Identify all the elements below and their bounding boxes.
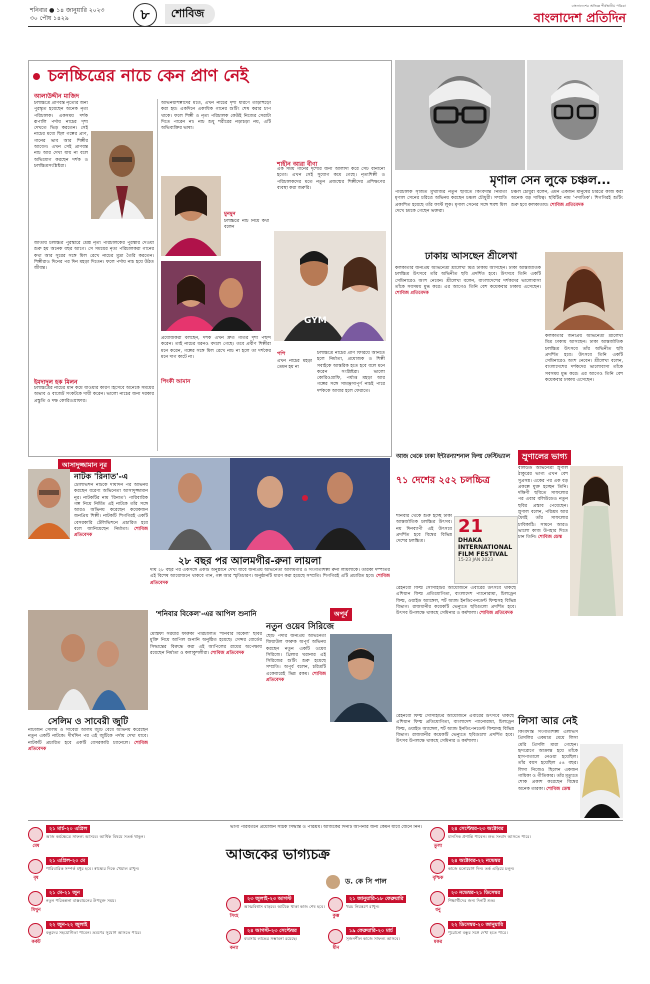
- apon-text: মোস্তফা সরয়ার ফারুকী পরিচালিত 'শনিবার বিকেল' ছবির মুক্তি নিয়ে আপিল শুনানি অনুষ্ঠিত হয়েছে। সেন্সর বোর্ডের সিদ্ধান্তের বিরুদ্ধে করা এই আপিলের রায়ের অপেক্ষায় রয়েছেন নির্মাতা ও কলাকুশলীরা। শোবিজ প্রতিবেদক: [150, 632, 262, 656]
- lead-subhead2: শাহীন আরা বীণা: [277, 161, 318, 168]
- zodiac-name: মেষ: [32, 844, 40, 849]
- zodiac-sign-icon: [28, 827, 43, 842]
- caption-name: পপি: [277, 351, 286, 357]
- lisa-story: [518, 714, 623, 819]
- header-rule: [28, 26, 622, 27]
- zodiac-item: [430, 889, 623, 919]
- zodiac-item: [430, 825, 623, 855]
- zodiac-item: [328, 895, 426, 925]
- zodiac-text: আত্মবিশ্বাস বাড়বে। আটকে থাকা কাজ শেষ হবে।: [244, 904, 325, 909]
- zodiac-dates: ২১ জানুয়ারি-১৮ ফেব্রুয়ারি: [346, 895, 406, 903]
- date-line: [30, 7, 104, 23]
- zodiac-dates: ২৪ অক্টোবর-২২ নভেম্বর: [448, 857, 503, 865]
- zodiac-sign-icon: [430, 923, 445, 938]
- apurbo-story: [266, 608, 392, 816]
- lead-headline-text: চলচ্চিত্রের নাচে কেন প্রাণ নেই: [48, 66, 249, 85]
- lisa-text: কিংবদন্তি সংগীতশিল্পী এলভিস প্রিসলির একমাত্র মেয়ে লিসা মেরি প্রিসলি মারা গেছেন। হৃদরোগে আক্রান্ত হয়ে তাঁকে হাসপাতালে নেওয়া হয়েছিল। তাঁর বয়স হয়েছিল ৫৪ বছর। লিসা নিজেও ছিলেন একজন গায়িকা ও গীতিকার। তাঁর মৃত্যুতে শোক প্রকাশ করেছেন বিশ্বের অনেক তারকা। শোবিজ ডেস্ক: [518, 730, 578, 792]
- lead-col3-top: এক সময় গানের দৃশ্যের জন্য আলাদা করে সেট বানানো হতো। এখন সেই সুযোগ কমে গেছে। নৃত্যশিল্পী ও পরিচালকদের মতে নতুন প্রজন্মের শিল্পীদের প্রশিক্ষণের ব্যবস্থা করা জরুরি।: [277, 167, 385, 191]
- lead-col1-mid: জাতীয় চলচ্চিত্র পুরস্কারে শ্রেষ্ঠ নৃত্য পরিচালকের পুরস্কার দেওয়া শুরু হয় অনেক বছর আগে। সে সময়ের নৃত্য পরিচালকরা গানের কথা আর সুরের সঙ্গে মিল রেখে নাচের মুদ্রা তৈরি করতেন। শিল্পীরাও দিনের পর দিন মহড়া দিতেন। ফলে পর্দায় নাচ হয়ে উঠত জীবন্ত।: [34, 241, 154, 272]
- zodiac-name: মিথুন: [31, 908, 41, 913]
- mrinal-story: [395, 60, 623, 250]
- sreelekha-text-cont: কলকাতার জনপ্রিয় অভিনেত্রী শ্রীলেখা মিত্র ঢাকায় আসছেন। ঢাকা আন্তর্জাতিক চলচ্চিত্র উৎসবে তাঁর অভিনীত ছবি প্রদর্শিত হবে। উৎসবে তিনি একটি সেমিনারেও অংশ নেবেন। শ্রীলেখা বলেন, বাংলাদেশের দর্শকদের ভালোবাসা তাঁকে সবসময় মুগ্ধ করে। এর আগেও তিনি বেশ কয়েকবার ঢাকায় এসেছেন।: [545, 334, 623, 384]
- lead-byline: আলাউদ্দীন মাজিদ: [34, 93, 80, 100]
- zodiac-text: কাজে মনোযোগ দিন। তর্ক এড়িয়ে চলুন।: [448, 866, 515, 871]
- lead-col1-bottom: চলচ্চিত্রের নাচের মান কমে যাওয়ার কারণ হিসেবে অনেকে সময়ের অভাব ও বাজেট সংকটকে দায়ী করেন। ভালো নাচের জন্য দরকার প্রস্তুতি ও দক্ষ কোরিওগ্রাফার।: [34, 386, 154, 404]
- zodiac-sign-icon: [28, 923, 43, 938]
- photo-selim-saberi: [28, 610, 148, 710]
- zodiac-dates: ২১ মার্চ-২০ এপ্রিল: [46, 825, 90, 833]
- zodiac-name: বৃশ্চিক: [432, 876, 444, 881]
- photo-munmun: [161, 176, 221, 256]
- zodiac-item: [28, 825, 222, 855]
- mrinal-col1: পরিচালক সৃজিত মুখার্জির নতুন ছবিতে কিংবদন্তি নির্মাতা মৃণাল সেনের চরিত্রে অভিনয় করছেন চঞ্চল চৌধুরী। সম্প্রতি প্রকাশিত হয়েছে তাঁর ফার্স্ট লুক। মৃণাল সেনের সঙ্গে হুবহু মিল দেখে চমকে গেছেন ভক্তরা।: [395, 190, 507, 214]
- zodiac-dates: ২১ এপ্রিল-২০ মে: [46, 857, 88, 865]
- zodiac-dates: ২৪ সেপ্টেম্বর-২৩ অক্টোবর: [448, 825, 507, 833]
- apurbo-text: ছোট পর্দার জনপ্রিয় অভিনেতা জিয়াউল ফারুক অপূর্ব অভিনয় করছেন নতুন একটি ওয়েব সিরিজে। থ্রিলার ঘরানার এই সিরিজের শুটিং শুরু হয়েছে সম্প্রতি। অপূর্ব বলেন, চরিত্রটি একেবারেই ভিন্ন রকম। শোবিজ প্রতিবেদক: [266, 634, 326, 684]
- zodiac-item: [430, 857, 623, 887]
- zodiac-name: বৃষ: [33, 876, 39, 881]
- apon-headline: 'শনিবার বিকেল'-এর আপিল শুনানি: [155, 610, 257, 618]
- zodiac-sign-icon: [226, 929, 241, 944]
- sreelekha-story: [395, 250, 623, 445]
- zodiac-name: তুলা: [433, 844, 443, 849]
- poster-title: DHAKA INTERNATIONAL FILM FESTIVAL: [458, 537, 513, 558]
- photo-actor-gym: [274, 231, 386, 341]
- headline-bullet-icon: [33, 73, 40, 80]
- zodiac-dates: ২৩ নভেম্বর-২১ ডিসেম্বর: [448, 889, 503, 897]
- zodiac-dates: ২২ জুন-২২ জুলাই: [46, 921, 90, 929]
- natok-text: টেলিভিশন নাটকে দীর্ঘদিন পর অভিনয় করছেন বরেণ্য অভিনেতা আসাদুজ্জামান নূর। নাটকটির নাম 'রিনাত'। পারিবারিক গল্প নিয়ে নির্মিত এই নাটকে তাঁর সঙ্গে আরও অভিনয় করেছেন কয়েকজন জনপ্রিয় শিল্পী। নাটকটি শিগগিরই একটি বেসরকারি টেলিভিশনে প্রচারিত হবে বলে জানিয়েছেন নির্মাতা। শোবিজ প্রতিবেদক: [74, 483, 148, 539]
- mrinal-headline: মৃণাল সেন লুকে চঞ্চল...: [490, 173, 611, 187]
- caption-name: মুনমুন: [224, 211, 236, 217]
- zodiac-sign-icon: [28, 891, 43, 906]
- zodiac-item: [430, 921, 623, 951]
- photo-sreelekha: [545, 252, 623, 330]
- mrunal-story: [518, 450, 623, 712]
- natok-headline: নাটক 'রিনাত'-এ: [74, 472, 128, 481]
- laila-headline: ২৮ বছর পর আলমগীর-রুনা লায়লা: [178, 556, 322, 567]
- zodiac-item: [226, 927, 326, 957]
- horoscope-section: [28, 820, 623, 979]
- zodiac-sign-icon: [430, 827, 445, 842]
- zodiac-dates: ২১ মে-২১ জুন: [46, 889, 83, 897]
- photo-dancer-collage: [161, 261, 261, 331]
- zodiac-name: সিংহ: [229, 914, 239, 919]
- apurbo-headline: নতুন ওয়েব সিরিজে: [266, 622, 335, 632]
- zodiac-text: বন্ধুদের সহযোগিতা পাবেন। ভ্রমণের সুযোগ আসতে পারে।: [46, 930, 142, 935]
- zodiac-text: মানসিক প্রশান্তি পাবেন। শুভ সংবাদ আসতে পারে।: [448, 834, 531, 839]
- zodiac-text: নতুন পরিকল্পনা বাস্তবায়নের উপযুক্ত সময়।: [46, 898, 117, 903]
- zodiac-text: পুরোনো বন্ধুর সঙ্গে দেখা হতে পারে।: [448, 930, 508, 935]
- svg-text:GYM: GYM: [304, 316, 327, 326]
- lead-subhead3: পিংকী আমান: [161, 379, 191, 385]
- sreelekha-text: কলকাতার জনপ্রিয় অভিনেত্রী শ্রীলেখা মিত্র ঢাকায় আসছেন। ঢাকা আন্তর্জাতিক চলচ্চিত্র উৎসবে তাঁর অভিনীত ছবি প্রদর্শিত হবে। উৎসবে তিনি একটি সেমিনারেও অংশ নেবেন। শ্রীলেখা বলেন, বাংলাদেশের দর্শকদের ভালোবাসা তাঁকে সবসময় মুগ্ধ করে। এর আগেও তিনি বেশ কয়েকবার ঢাকায় এসেছেন। শোবিজ প্রতিবেদক: [395, 266, 541, 297]
- lead-col3-bottom: চলচ্চিত্রে নাচের প্রাণ ফিরিয়ে আনতে হলে নির্মাতা, প্রযোজক ও শিল্পী সবাইকে আন্তরিক হতে হবে বলে মনে করেন সংশ্লিষ্টরা। ভালো কোরিওগ্রাফি, পর্যাপ্ত মহড়া আর গল্পের সঙ্গে সামঞ্জস্যপূর্ণ নাচই পারে দর্শককে আবার হলে ফেরাতে।: [317, 351, 385, 394]
- horoscope-title: আজকের ভাগ্যচক্র: [226, 847, 330, 863]
- caption-popi: [277, 351, 312, 372]
- zodiac-sign-icon: [430, 891, 445, 906]
- zodiac-text: খরচ নিয়ন্ত্রণে রাখুন।: [346, 904, 380, 909]
- festival-text1: শনিবার থেকে শুরু হচ্ছে ঢাকা আন্তর্জাতিক চলচ্চিত্র উৎসব। নয় দিনব্যাপী এই উৎসবে প্রদর্শিত হবে বিশ্বের বিভিন্ন দেশের চলচ্চিত্র।: [396, 514, 452, 545]
- zodiac-text: ব্যবসায় লাভের সম্ভাবনা রয়েছে।: [244, 936, 298, 941]
- festival-headline-small: আজ থেকে ঢাকা ইন্টারন্যাশনাল ফিল্ম ফেস্টিভ্যাল: [396, 454, 510, 460]
- selim-text: নাট্যজন সেলিম ও সাবেরী আলম জুটি বেঁধে অভিনয় করেছেন নতুন একটি নাটকে। দীর্ঘদিন পর এই জুটিকে পর্দায় দেখা যাবে। নাটকটি প্রচারিত হবে একটি বেসরকারি চ্যানেলে। শোবিজ প্রতিবেদক: [28, 728, 148, 752]
- zodiac-name: কর্কট: [31, 940, 41, 945]
- photo-asaduzzaman-noor: [28, 469, 70, 539]
- zodiac-sign-icon: [430, 859, 445, 874]
- zodiac-item: [28, 889, 222, 919]
- caption-munmun: [224, 211, 269, 232]
- zodiac-sign-icon: [328, 897, 343, 912]
- zodiac-name: কুম্ভ: [332, 914, 340, 919]
- sreelekha-headline: ঢাকায় আসছেন শ্রীলেখা: [425, 251, 518, 262]
- photo-mrinal-sen: [395, 60, 525, 170]
- festival-text2: রেইনবো ফিল্ম সোসাইটির আয়োজনে এবারের উৎসবে থাকছে এশিয়ান ফিল্ম প্রতিযোগিতা, বাংলাদেশ প্যানোরামা, চিলড্রেন ফিল্ম, ওয়াইড অ্যাঙ্গেল, শর্ট অ্যান্ড ইনডিপেনডেন্ট ফিল্মসহ বিভিন্ন বিভাগ। রাজধানীর কয়েকটি ভেন্যুতে ছবিগুলো প্রদর্শিত হবে। উৎসব উপলক্ষে থাকছে সেমিনার ও কর্মশালা। শোবিজ প্রতিবেদক: [396, 586, 516, 617]
- lead-headline: [33, 63, 387, 89]
- horoscope-title-box: [226, 825, 426, 891]
- zodiac-item: [28, 857, 222, 887]
- zodiac-name: কন্যা: [229, 946, 239, 951]
- masthead-logo: বাংলাদেশ প্রতিদিন: [533, 10, 626, 25]
- mrinal-col2: চঞ্চল চৌধুরী বলেন, এমন একজন মানুষের চরিত্রে কাজ করা অনেক বড় দায়িত্ব। ছবিটির নাম 'পদাতিক'। শিগগিরই শুটিং শুরু হবে কলকাতায়। শোবিজ প্রতিবেদক: [511, 190, 623, 208]
- apurbo-label: অপূর্ব: [330, 608, 352, 621]
- date-gregorian: শনিবার ● ১৪ জানুয়ারি ২০২৩: [30, 7, 105, 14]
- photo-mrunal: [570, 466, 623, 616]
- caption-quote: এখন নাচের মহড়া তেমন হয় না: [277, 359, 312, 371]
- zodiac-text: আজ কর্মক্ষেত্রে সাফল্য আসবে। আর্থিক বিষয়ে সতর্ক থাকুন।: [46, 834, 145, 839]
- mrunal-text: বলিউড অভিনেত্রী ম্রুণাল ঠাকুরের ভাগ্য এখন বেশ সুপ্রসন্ন। একের পর এক বড় প্রকল্পে যুক্ত হচ্ছেন তিনি। দক্ষিণী ছবিতে সাফল্যের পর এবার বলিউডেও নতুন ছবির প্রস্তাব পেয়েছেন। ম্রুণাল বলেন, পরিশ্রম আর ধৈর্যই তাঁর সাফল্যের চাবিকাঠি। সামনে আরও ভালো কাজ উপহার দিতে চান তিনি। শোবিজ ডেস্ক: [518, 466, 568, 541]
- zodiac-name: মকর: [433, 940, 443, 945]
- zodiac-name: মীন: [332, 946, 340, 951]
- selim-headline: সেলিম ও সাবেরী জুটি: [47, 717, 129, 727]
- zodiac-item: [328, 927, 426, 957]
- poster-dates: 15-23 JAN 2023: [458, 558, 494, 563]
- horoscope-intro: ভাগ্য পরিবর্তনে প্রয়োজন সঠিক সিদ্ধান্ত ও পরিশ্রম। আজকের দিনটি আপনার জন্য কেমন যাবে জেনে নিন।: [230, 825, 422, 830]
- lead-col2-bottom: প্রযোজকরা বলছেন, দর্শক এখন দ্রুত গতির দৃশ্য পছন্দ করেন। তাই নাচের ধরনও বদলে গেছে। তবে প্রবীণ শিল্পীরা মনে করেন, গল্পের সঙ্গে মিল রেখে নাচ না হলে তা দর্শকের মনে দাগ কাটে না।: [161, 336, 271, 360]
- author-name: ড. কে সি পাল: [345, 877, 387, 886]
- photo-alamgir-runa: [150, 458, 390, 550]
- zodiac-dates: ২২ ডিসেম্বর-২০ জানুয়ারি: [448, 921, 506, 929]
- zodiac-dates: ১৯ ফেব্রুয়ারি-২০ মার্চ: [346, 927, 396, 935]
- festival-headline-big: ৭১ দেশের ২৫২ চলচ্চিত্র: [396, 475, 490, 486]
- photo-chanchal-look: [527, 60, 623, 170]
- caption-quote: চলচ্চিত্রে নাচ নিয়ে কথা বলেন: [224, 219, 269, 231]
- zodiac-item: [28, 921, 222, 951]
- masthead: [480, 3, 626, 26]
- lead-subhead1: ইমদাদুল হক মিলন: [34, 379, 78, 386]
- zodiac-text: পারিবারিক সম্পর্ক মধুর হবে। স্বাস্থ্যের দিকে খেয়াল রাখুন।: [46, 866, 140, 871]
- zodiac-sign-icon: [328, 929, 343, 944]
- section-name: শোবিজ: [171, 7, 205, 20]
- lisa-headline: লিসা আর নেই: [518, 716, 578, 727]
- photo-apurbo: [330, 634, 392, 722]
- apon-story: [150, 610, 262, 815]
- col-divider: [157, 99, 158, 451]
- horoscope-author: [326, 871, 426, 890]
- zodiac-item: [226, 895, 326, 925]
- poster-number: 21: [458, 516, 484, 537]
- lead-col1-top: চলচ্চিত্রে প্রাণবন্ত নৃত্যের জন্য পুরস্কৃত হয়েছেন অনেক নৃত্য পরিচালক। একসময় দর্শক রূপালি পর্দায় নাচের দৃশ্য দেখতে ভিড় করতেন। সেই নাচের মধ্যে ছিল গল্পের প্রাণ, গানের ভাব আর শিল্পীর আবেগ। এখন সেই প্রাণবন্ত নাচ আর দেখা যায় না বলে অভিযোগ করছেন দর্শক ও চলচ্চিত্রসংশ্লিষ্টরা।: [34, 101, 88, 169]
- zodiac-sign-icon: [28, 859, 43, 874]
- zodiac-text: সৃজনশীল কাজে সাফল্য আসবে।: [346, 936, 400, 941]
- photo-lisa-marie: [580, 744, 623, 818]
- lead-story: [28, 60, 392, 457]
- laila-story: [150, 458, 390, 608]
- lead-col2-top: অভিনয়শিল্পীদের মতে, এখন নাচের দৃশ্য ধারণে তাড়াহুড়ো করা হয়। একদিনে একাধিক গানের শুটিং শেষ করার চাপ থাকে। ফলে শিল্পী ও নৃত্য পরিচালক কেউই নিজের সেরাটা দিতে পারেন না। নাচ শুধু শরীরের নড়াচড়া নয়, এটি অভিব্যক্তির ভাষা।: [161, 101, 271, 132]
- page-header: [0, 0, 650, 60]
- author-photo-icon: [326, 875, 340, 889]
- zodiac-sign-icon: [226, 897, 241, 912]
- section-tab: [165, 4, 215, 24]
- natok-story: [28, 455, 148, 603]
- page-number: ৮: [133, 3, 157, 27]
- mrunal-headline: ম্রুণালের ভাগ্য: [518, 450, 571, 465]
- selim-story: [28, 610, 148, 815]
- festival-extra: রেইনবো ফিল্ম সোসাইটির আয়োজনে এবারের উৎসবে থাকছে এশিয়ান ফিল্ম প্রতিযোগিতা, বাংলাদেশ প্যানোরামা, চিলড্রেন ফিল্ম, ওয়াইড অ্যাঙ্গেল, শর্ট অ্যান্ড ইনডিপেনডেন্ট ফিল্মসহ বিভিন্ন বিভাগ। রাজধানীর কয়েকটি ভেন্যুতে ছবিগুলো প্রদর্শিত হবে। উৎসব উপলক্ষে থাকছে সেমিনার ও কর্মশালা।: [396, 714, 514, 745]
- masthead-tagline: বাংলাদেশের অভিজ্ঞ শীর্ষস্থানীয় পত্রিকা: [571, 4, 626, 8]
- date-bengali: ৩০ পৌষ ১৪২৯: [30, 15, 69, 22]
- zodiac-dates: ২৪ আগস্ট-২৩ সেপ্টেম্বর: [244, 927, 300, 935]
- festival-poster: [454, 516, 518, 584]
- zodiac-name: ধনু: [435, 908, 441, 913]
- natok-byline: আসাদুজ্জামান নূর: [58, 459, 111, 472]
- zodiac-dates: ২৩ জুলাই-২৩ আগস্ট: [244, 895, 294, 903]
- laila-text: দীর্ঘ ২৮ বছর পর একসঙ্গে একটি অনুষ্ঠানে দেখা যাবে জনপ্রিয় অভিনেতা আলমগীর ও সংগীতশিল্পী রুনা লায়লাকে। তারকা দম্পতির এই বিশেষ আয়োজনে থাকবে গান, গল্প আর স্মৃতিচারণ। অনুষ্ঠানটি ধারণ করা হয়েছে সম্প্রতি। শিগগিরই এটি প্রচারিত হবে। শোবিজ প্রতিবেদক: [150, 568, 390, 586]
- photo-director-portrait: [91, 131, 153, 219]
- zodiac-text: শিক্ষার্থীদের জন্য দিনটি শুভ।: [448, 898, 496, 903]
- festival-story: [396, 450, 516, 712]
